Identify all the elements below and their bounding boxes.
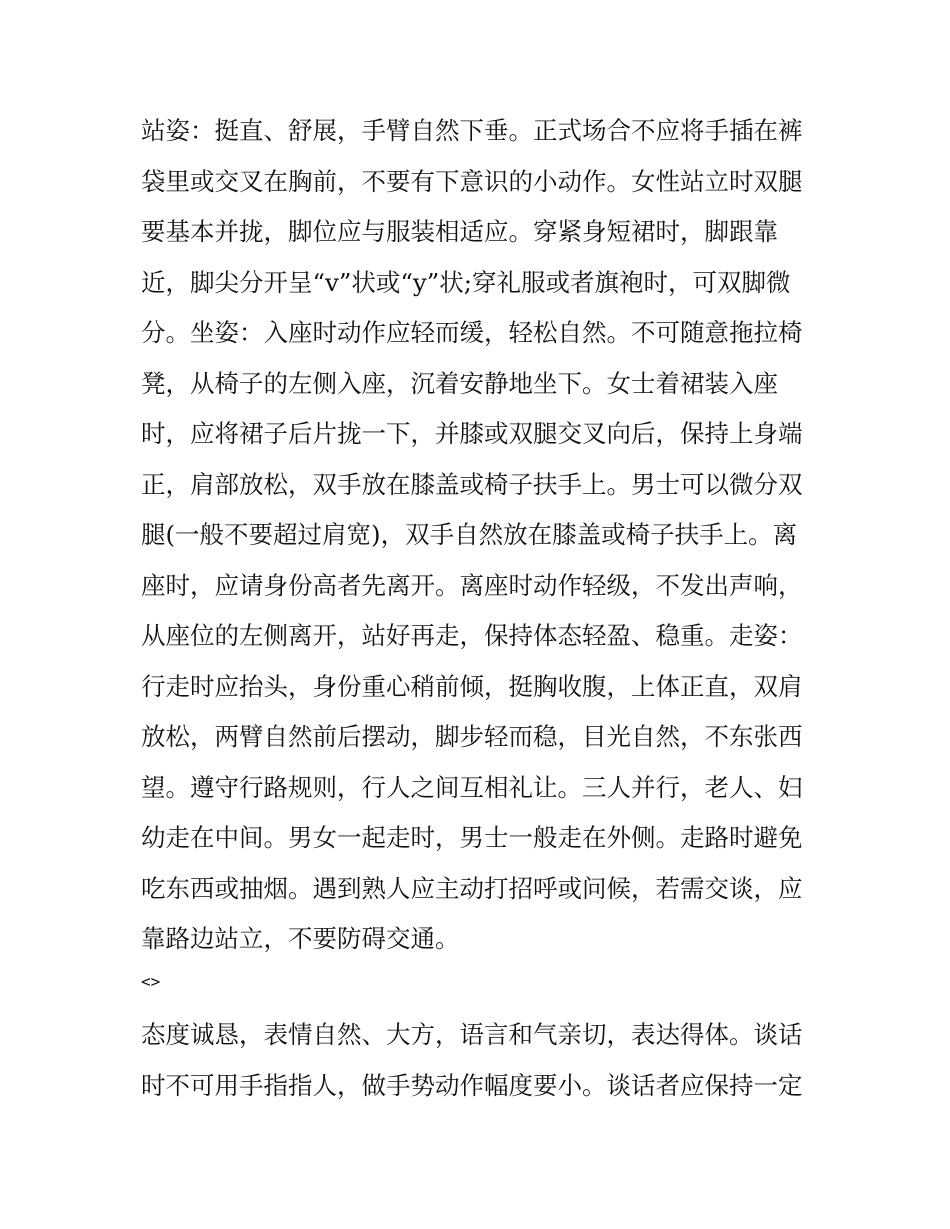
text-line: 靠路边站立，不要防碍交通。 — [141, 924, 460, 953]
text-line: 吃东西或抽烟。遇到熟人应主动打招呼或问候，若需交谈，应 — [141, 873, 803, 903]
text-line: 正，肩部放松，双手放在膝盖或椅子扶手上。男士可以微分双 — [141, 469, 803, 499]
text-line: 态度诚恳，表情自然、大方，语言和气亲切，表达得体。谈话 — [141, 1020, 803, 1049]
text-line: 望。遵守行路规则，行人之间互相礼让。三人并行，老人、妇 — [141, 772, 803, 802]
text-line: 分。坐姿：入座时动作应轻而缓，轻松自然。不可随意拖拉椅 — [141, 318, 803, 347]
text-line: 行走时应抬头，身份重心稍前倾，挺胸收腹，上体正直，双肩 — [141, 671, 803, 701]
text-line: 要基本并拢，脚位应与服装相适应。穿紧身短裙时，脚跟靠 — [141, 217, 778, 246]
text-line: 时，应将裙子后片拢一下，并膝或双腿交叉向后，保持上身端 — [141, 419, 803, 448]
text-line: 凳，从椅子的左侧入座，沉着安静地坐下。女士着裙装入座 — [141, 368, 778, 398]
text-line: 站姿：挺直、舒展，手臂自然下垂。正式场合不应将手插在裤 — [141, 116, 803, 145]
section-marker: <> — [141, 972, 161, 991]
text-line: 幼走在中间。男女一起走时，男士一般走在外侧。走路时避免 — [141, 823, 803, 852]
paragraph-conversation — [141, 1015, 821, 1116]
text-line: 时不可用手指指人，做手势动作幅度要小。谈话者应保持一定 — [141, 1070, 803, 1100]
text-line: 袋里或交叉在胸前，不要有下意识的小动作。女性站立时双腿 — [141, 166, 803, 196]
text-line: 腿(一般不要超过肩宽)，双手自然放在膝盖或椅子扶手上。离 — [141, 520, 798, 549]
text-line: 放松，两臂自然前后摆动，脚步轻而稳，目光自然，不东张西 — [141, 722, 803, 751]
text-line: 从座位的左侧离开，站好再走，保持体态轻盈、稳重。走姿： — [141, 621, 803, 650]
text-line: 座时，应请身份高者先离开。离座时动作轻级，不发出声响， — [141, 570, 803, 600]
text-line: 近，脚尖分开呈“v”状或“y”状;穿礼服或者旗袍时，可双脚微 — [141, 267, 791, 297]
paragraph-posture — [141, 111, 821, 970]
